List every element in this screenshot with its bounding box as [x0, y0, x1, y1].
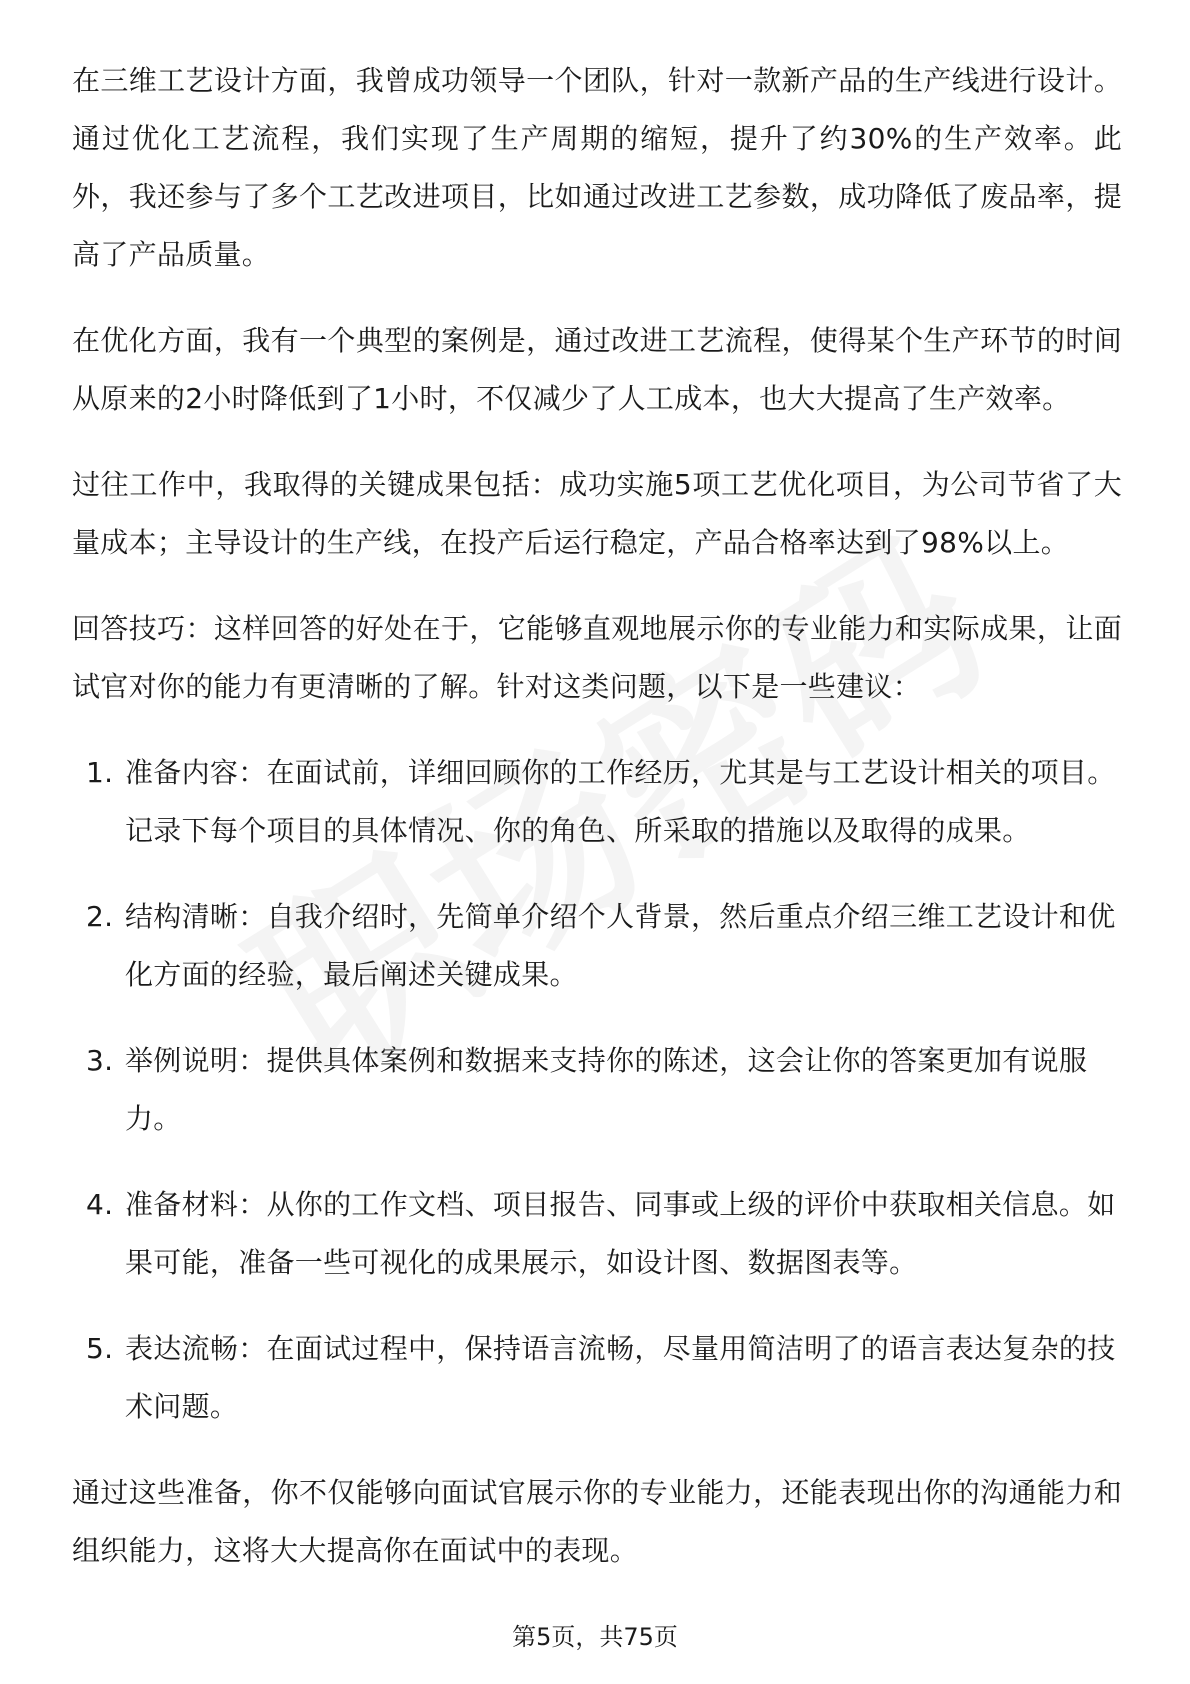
list-item-text: 准备材料：从你的工作文档、项目报告、同事或上级的评价中获取相关信息。如果可能，准备一些可视化的成果展示，如设计图、数据图表等。 — [125, 1188, 1116, 1279]
list-item — [72, 744, 1122, 860]
paragraph-optimization-case: 在优化方面，我有一个典型的案例是，通过改进工艺流程，使得某个生产环节的时间从原来的2小时降低到了1小时，不仅减少了人工成本，也大大提高了生产效率。 — [72, 324, 1122, 415]
list-item-text: 准备内容：在面试前，详细回顾你的工作经历，尤其是与工艺设计相关的项目。记录下每个项目的具体情况、你的角色、所采取的措施以及取得的成果。 — [125, 756, 1116, 847]
paragraph-key-results: 过往工作中，我取得的关键成果包括：成功实施5项工艺优化项目，为公司节省了大量成本；主导设计的生产线，在投产后运行稳定，产品合格率达到了98%以上。 — [72, 468, 1122, 559]
list-item-text: 举例说明：提供具体案例和数据来支持你的陈述，这会让你的答案更加有说服力。 — [125, 1044, 1088, 1135]
page-number: 第5页，共75页 — [512, 1623, 678, 1651]
list-item-number: 5. — [86, 1332, 114, 1365]
list-item-number: 2. — [86, 900, 114, 933]
document-body — [72, 52, 1122, 1608]
paragraph-design-experience: 在三维工艺设计方面，我曾成功领导一个团队，针对一款新产品的生产线进行设计。通过优化工艺流程，我们实现了生产周期的缩短，提升了约30%的生产效率。此外，我还参与了多个工艺改进项目，比如通过改进工艺参数，成功降低了废品率，提高了产品质量。 — [72, 64, 1122, 271]
list-item-number: 3. — [86, 1044, 114, 1077]
list-item — [72, 1176, 1122, 1292]
list-item-text: 结构清晰：自我介绍时，先简单介绍个人背景，然后重点介绍三维工艺设计和优化方面的经验，最后阐述关键成果。 — [125, 900, 1116, 991]
list-item-text: 表达流畅：在面试过程中，保持语言流畅，尽量用简洁明了的语言表达复杂的技术问题。 — [125, 1332, 1116, 1423]
list-item-number: 4. — [86, 1188, 114, 1221]
list-item — [72, 888, 1122, 1004]
list-item — [72, 1320, 1122, 1436]
list-item — [72, 1032, 1122, 1148]
tips-list — [72, 744, 1122, 1436]
list-item-number: 1. — [86, 756, 114, 789]
paragraph-closing: 通过这些准备，你不仅能够向面试官展示你的专业能力，还能表现出你的沟通能力和组织能力，这将大大提高你在面试中的表现。 — [72, 1476, 1122, 1567]
paragraph-answer-tips: 回答技巧：这样回答的好处在于，它能够直观地展示你的专业能力和实际成果，让面试官对你的能力有更清晰的了解。针对这类问题，以下是一些建议： — [72, 612, 1122, 703]
